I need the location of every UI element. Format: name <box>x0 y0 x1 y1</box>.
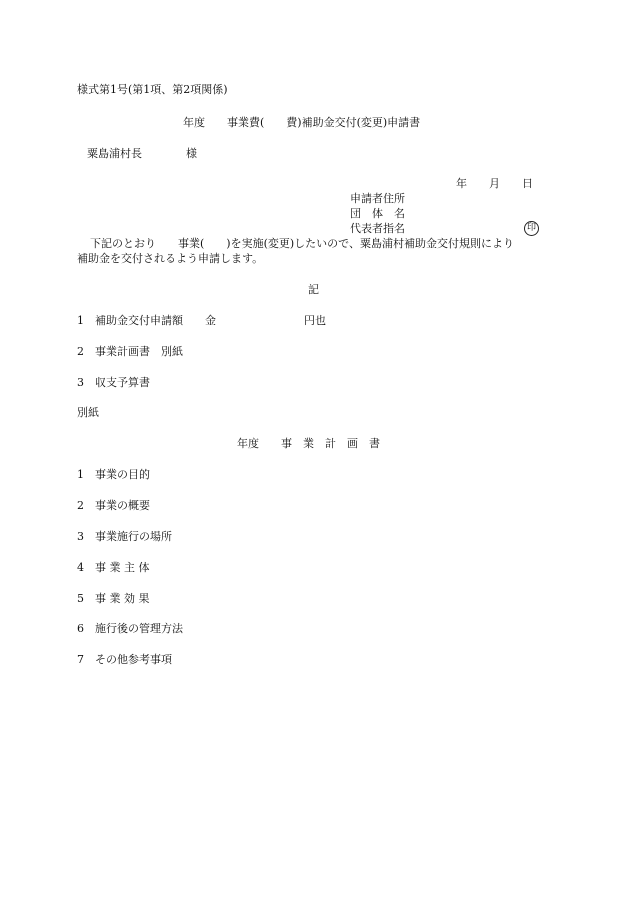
attachment-label: 別紙 <box>77 406 99 419</box>
addressee: 粟島浦村長 様 <box>87 147 197 160</box>
plan-item: 4 事 業 主 体 <box>77 561 150 574</box>
date-line: 年 月 日 <box>456 177 533 190</box>
applicant-org-label: 団 体 名 <box>350 207 405 220</box>
plan-item: 2 事業の概要 <box>77 499 150 512</box>
seal-mark: 印 <box>524 221 539 236</box>
list-item: 1 補助金交付申請額 金 円也 <box>77 314 326 327</box>
ki-heading: 記 <box>308 283 319 296</box>
plan-item: 6 施行後の管理方法 <box>77 622 183 635</box>
body-line-1: 下記のとおり 事業( )を実施(変更)したいので、粟島浦村補助金交付規則により <box>90 237 514 250</box>
plan-item: 3 事業施行の場所 <box>77 530 172 543</box>
plan-title: 年度 事 業 計 画 書 <box>237 437 380 450</box>
plan-item: 5 事 業 効 果 <box>77 592 150 605</box>
body-line-2: 補助金を交付されるよう申請します。 <box>77 252 264 265</box>
list-item: 2 事業計画書 別紙 <box>77 345 183 358</box>
form-number: 様式第1号(第1項、第2項関係) <box>77 83 228 96</box>
list-item: 3 収支予算書 <box>77 376 150 389</box>
applicant-representative-label: 代表者指名 <box>350 222 405 235</box>
plan-item: 7 その他参考事項 <box>77 653 172 666</box>
application-title: 年度 事業費( 費)補助金交付(変更)申請書 <box>183 116 421 129</box>
plan-item: 1 事業の目的 <box>77 468 150 481</box>
applicant-address-label: 申請者住所 <box>350 192 405 205</box>
